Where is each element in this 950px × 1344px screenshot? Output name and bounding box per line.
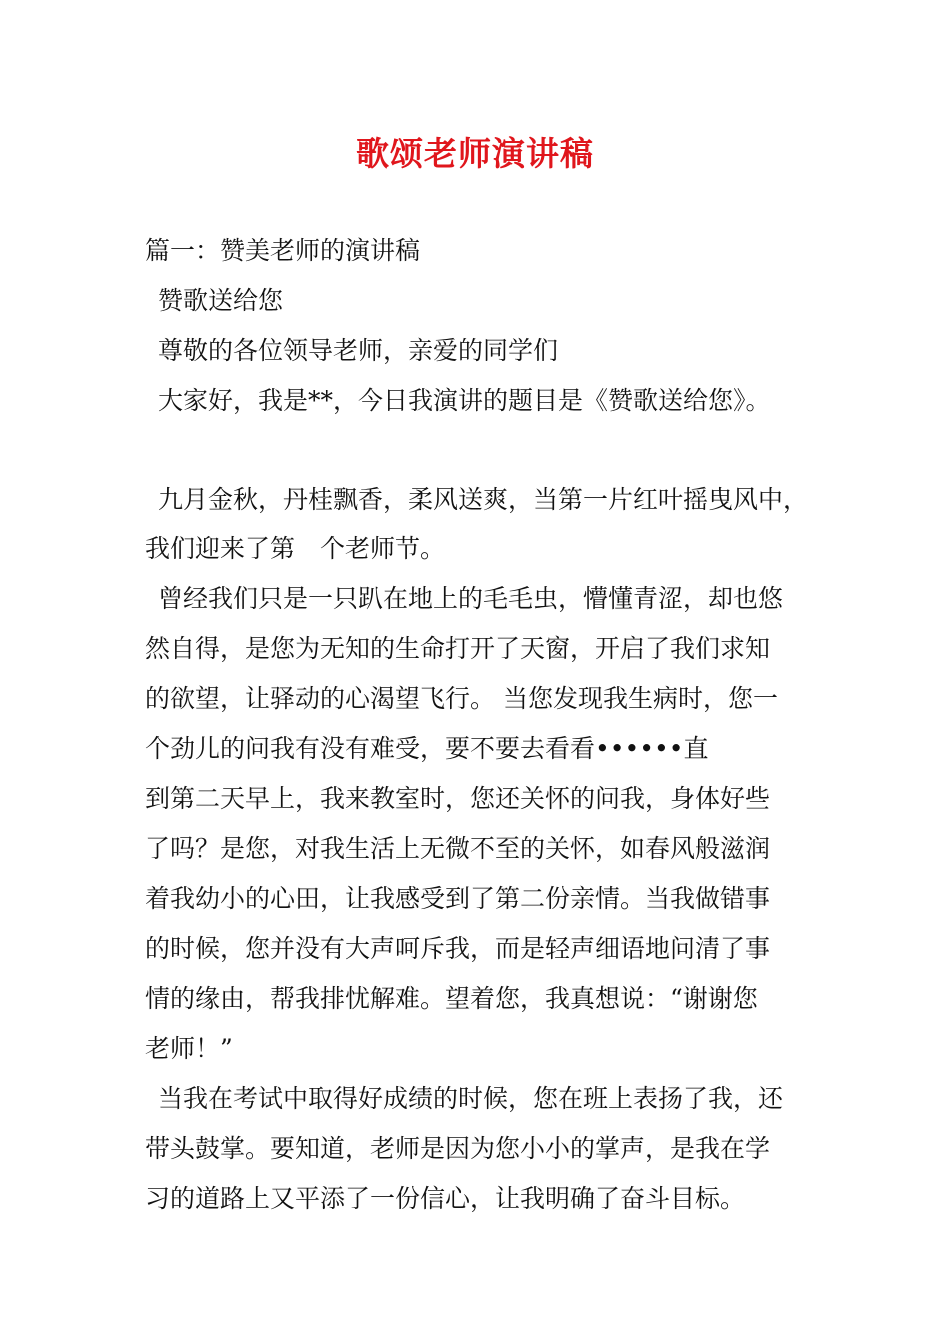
- paragraph-line: 然自得，是您为无知的生命打开了天窗，开启了我们求知: [145, 634, 771, 663]
- paragraph-line: 曾经我们只是一只趴在地上的毛毛虫，懵懂青涩，却也悠: [158, 584, 784, 613]
- paragraph-line: 的时候，您并没有大声呵斥我，而是轻声细语地问清了事: [145, 934, 771, 963]
- paragraph-line: 老师！”: [145, 1034, 233, 1063]
- paragraph-line: 情的缘由，帮我排忧解难。望着您，我真想说：“谢谢您: [145, 984, 758, 1013]
- paragraph-line: 着我幼小的心田，让我感受到了第二份亲情。当我做错事: [145, 884, 771, 913]
- section-heading: 篇一：赞美老师的演讲稿: [145, 236, 421, 265]
- paragraph-line: 个劲儿的问我有没有难受，要不要去看看••••••直: [145, 734, 709, 763]
- paragraph-line: 的欲望，让驿动的心渴望飞行。 当您发现我生病时，您一: [145, 684, 778, 713]
- paragraph-line: 到第二天早上，我来教室时，您还关怀的问我，身体好些: [145, 784, 771, 813]
- paragraph-line: 我们迎来了第 个老师节。: [145, 534, 446, 563]
- paragraph-line: 当我在考试中取得好成绩的时候，您在班上表扬了我，还: [158, 1084, 784, 1113]
- paragraph-line: 九月金秋，丹桂飘香，柔风送爽，当第一片红叶摇曳风中，: [158, 485, 809, 514]
- greeting-line: 尊敬的各位领导老师，亲爱的同学们: [158, 336, 559, 365]
- paragraph-line: 习的道路上又平添了一份信心，让我明确了奋斗目标。: [145, 1184, 746, 1213]
- intro-line: 大家好，我是**，今日我演讲的题目是《赞歌送给您》。: [158, 386, 771, 415]
- paragraph-line: 了吗？是您，对我生活上无微不至的关怀，如春风般滋润: [145, 834, 771, 863]
- document-title: 歌颂老师演讲稿: [356, 134, 594, 173]
- speech-title-line: 赞歌送给您: [158, 286, 284, 315]
- paragraph-line: 带头鼓掌。要知道，老师是因为您小小的掌声，是我在学: [145, 1134, 771, 1163]
